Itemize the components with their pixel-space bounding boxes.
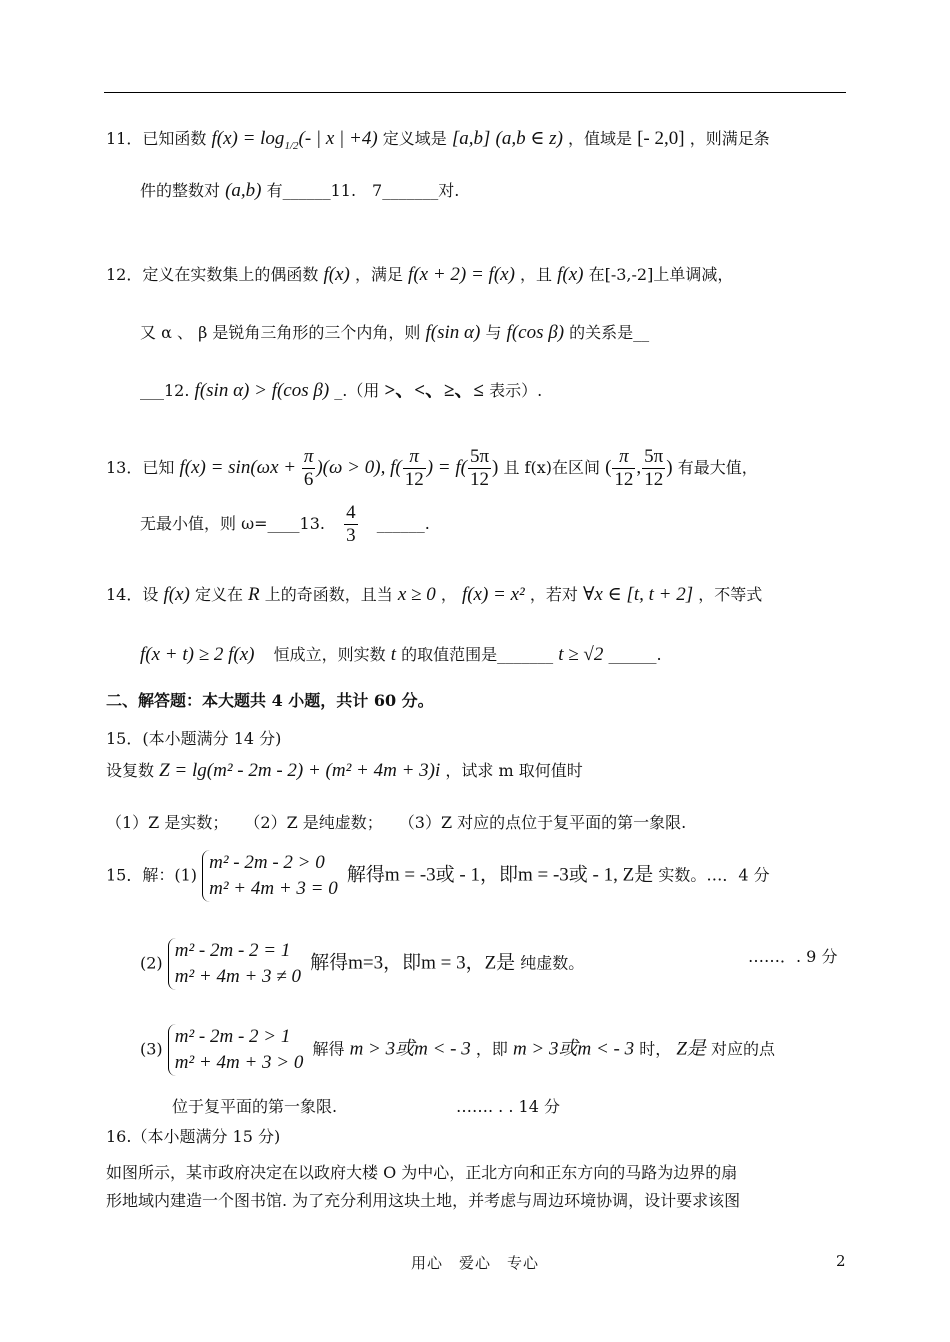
q11-function: $f(x) = \log_{1/2}(-$ | x | +4) [211,128,378,152]
q14-line2: f(x + t) ≥ 2 f(x) 恒成立，则实数 t 的取值范围是_______ t ≥ √2 ______. [140,644,662,665]
q15-header: 15．(本小题满分 14 分) [106,729,282,748]
q12-answer: f(sin α) > f(cos β) [194,380,330,401]
q16-line1: 如图所示，某市政府决定在以政府大楼 O 为中心，正北方向和正东方向的马路为边界的扇 [106,1163,738,1182]
page-footer: 用心 爱心 专心 [410,1254,539,1272]
q15-solution-2: (2) m² - 2m - 2 = 1 m² + 4m + 3 ≠ 0 解得m=3，即m = 3，Z是 纯虚数。 [140,938,584,990]
q13-frac-5pi-12: $\frac{5\pi}{12}$ [469,446,490,490]
q15-solution-3: (3) m² - 2m - 2 > 1 m² + 4m + 3 > 0 解得 m > 3或m < - 3 ，即 m > 3或m < - 3 时， Z是 对应的点 [140,1024,775,1076]
q12-line3: ___12. f(sin α) > f(cos β) _.（用 >、<、≥、≤ 表示）. [140,380,543,401]
section-heading: 二、解答题：本大题共 4 小题，共计 60 分。 [106,691,434,710]
q13-answer: $\frac{4}{3}$ [346,502,356,546]
q12-line1: 12．定义在实数集上的偶函数 f(x) ，满足 f(x + 2) = f(x) ，且 f(x) 在[-3,-2]上单调减， [106,264,734,285]
q11-line2: 件的整数对 (a,b) 有______11. 7_______对. [140,180,460,201]
q12-line2: 又 α 、 β 是锐角三角形的三个内角，则 f(sin α) 与 f(cos β) 的关系是__ [140,322,650,343]
q11-line1: 11．已知函数 $f(x) = \log_{1/2}(-$ | x | +4) 定义域是 [a,b] (a,b ∈ z) ，值域是 [- 2,0] ，则满足条 [106,128,770,152]
q16-line2: 形地域内建造一个图书馆. 为了充分利用这块土地，并考虑与周边环境协调，设计要求该图 [106,1191,741,1210]
q13-frac-pi-6: $\frac{\pi}{6}$ [303,446,314,490]
q16-header: 16.（本小题满分 15 分) [106,1127,281,1146]
q14-answer: t ≥ √2 [558,644,604,665]
q15-s1-system: m² - 2m - 2 > 0 m² + 4m + 3 = 0 [202,850,338,902]
q15-s2-system: m² - 2m - 2 = 1 m² + 4m + 3 ≠ 0 [168,938,301,990]
q15-s3-system: m² - 2m - 2 > 1 m² + 4m + 3 > 0 [168,1024,304,1076]
q13-line1: 13．已知 f(x) = sin(ωx + $\frac{\pi}{6}$ )(ω > 0), f( $\frac{\pi}{12}$ ) = f( $\frac{5\pi}{12}$ ) 且 f(x)在区间 ( $\frac{\pi}{12}$ , $\frac{5\pi}{12}$ ) 有最大值， [106,446,758,490]
q13-interval-right: $\frac{5\pi}{12}$ [644,446,664,490]
q14-line1: 14．设 f(x) 定义在 R 上的奇函数，且当 x ≥ 0 ， f(x) = x² ，若对 ∀x ∈ [t, t + 2] ，不等式 [106,584,763,605]
q15-solution-1: 15．解：(1) m² - 2m - 2 > 0 m² + 4m + 3 = 0 解得m = -3或 - 1，即m = -3或 - 1, Z是 实数。…．4 分 [106,850,770,902]
q13-line2: 无最小值，则 ω=____13. $\frac{4}{3}$ ______. [140,502,430,546]
page-number: 2 [836,1252,846,1270]
header-rule [104,92,846,93]
q13-interval-left: $\frac{\pi}{12}$ [614,446,634,490]
q15-s3-line2: 位于复平面的第一象限. [172,1097,338,1116]
q15-stem: 设复数 Z = lg(m² - 2m - 2) + (m² + 4m + 3)i ，试求 m 取何值时 [106,760,583,781]
q15-s2-score: ……．. 9 分 [748,947,838,966]
q13-frac-pi-12: $\frac{\pi}{12}$ [404,446,424,490]
q15-s3-score: ……. . . 14 分 [456,1097,560,1116]
q15-parts: （1）Z 是实数； （2）Z 是纯虚数； （3）Z 对应的点位于复平面的第一象限. [106,813,687,832]
